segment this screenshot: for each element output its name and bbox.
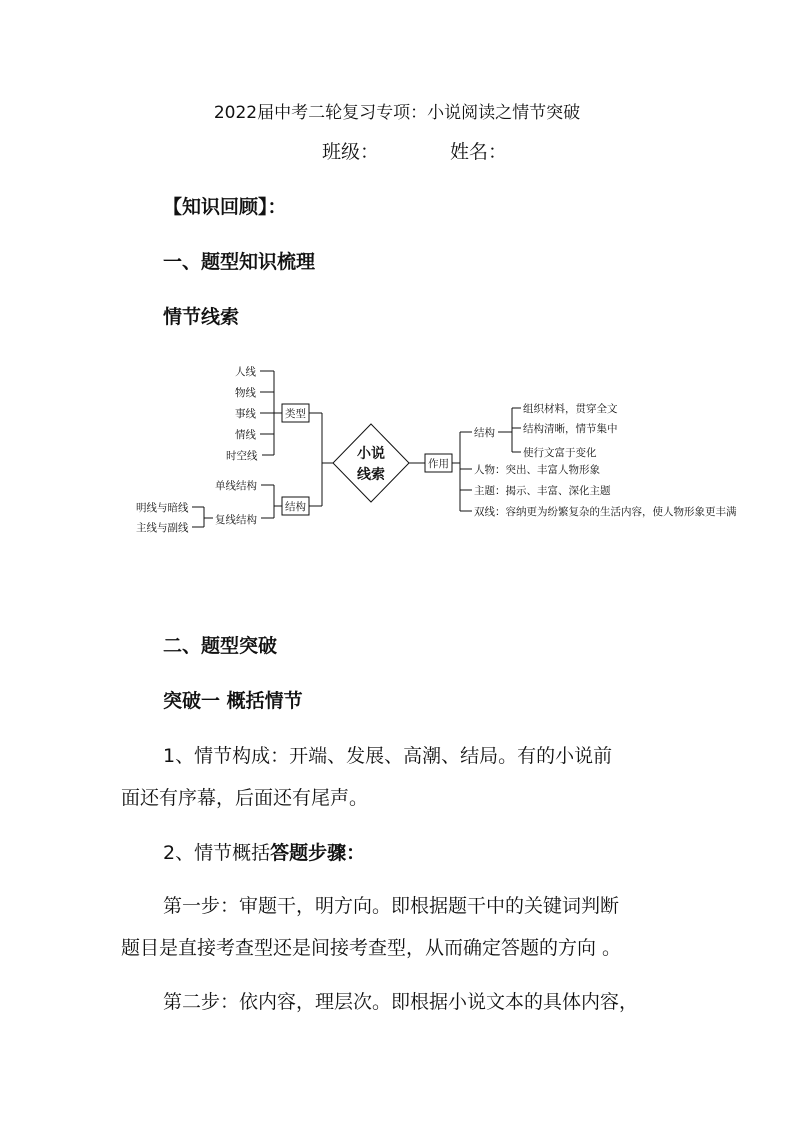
center-diamond — [333, 424, 409, 502]
type-box-label: 类型 — [285, 408, 306, 420]
role-box-label: 作用 — [428, 458, 449, 470]
name-label: 姓名： — [450, 141, 508, 163]
role-structure-item: 使行文富于变化 — [523, 447, 597, 459]
role-item: 双线：容纳更为纷繁复杂的生活内容，使人物形象更丰满 — [474, 506, 737, 518]
structure-box-label: 结构 — [285, 501, 306, 513]
section-two-heading: 二、题型突破 — [163, 635, 278, 657]
paragraph-line: 题目是直接考查型还是间接考查型，从而确定答题的方向 。 — [121, 937, 622, 959]
role-structure-item: 组织材料，贯穿全文 — [523, 403, 618, 415]
role-item: 主题：揭示、丰富、深化主题 — [474, 485, 611, 497]
double-structure: 复线结构 — [215, 514, 257, 526]
single-structure: 单线结构 — [215, 480, 257, 492]
steps-heading — [163, 838, 365, 865]
paragraph-line: 面还有序幕，后面还有尾声。 — [121, 787, 369, 809]
paragraph-line: 第二步：依内容，理层次。即根据小说文本的具体内容， — [163, 991, 639, 1013]
steps-heading-bold: 答题步骤： — [270, 842, 366, 864]
double-structure-item: 主线与副线 — [136, 522, 189, 534]
steps-heading-prefix: 2、情节概括 — [163, 842, 271, 864]
page-title: 2022届中考二轮复习专项：小说阅读之情节突破 — [213, 103, 581, 123]
paragraph-line: 1、情节构成：开端、发展、高潮、结局。有的小说前 — [163, 745, 613, 767]
role-structure-label: 结构 — [474, 427, 495, 439]
center-label-line2: 线索 — [357, 467, 385, 483]
plot-clue-heading: 情节线索 — [163, 306, 240, 328]
type-item: 情线 — [235, 429, 256, 441]
paragraph-line: 第一步：审题干，明方向。即根据题干中的关键词判断 — [163, 895, 620, 917]
center-label-line1: 小说 — [357, 446, 385, 462]
type-item: 人线 — [235, 366, 256, 378]
double-structure-item: 明线与暗线 — [136, 502, 189, 514]
type-item: 时空线 — [226, 450, 258, 462]
section-one-heading: 一、题型知识梳理 — [163, 251, 316, 273]
class-label: 班级： — [322, 141, 380, 163]
section-review-heading: 【知识回顾】： — [163, 196, 287, 218]
breakthrough-one-heading: 突破一 概括情节 — [163, 690, 303, 712]
type-item: 物线 — [235, 387, 256, 399]
role-structure-item: 结构清晰，情节集中 — [523, 423, 618, 435]
type-item: 事线 — [235, 408, 256, 420]
role-item: 人物：突出、丰富人物形象 — [474, 464, 600, 476]
